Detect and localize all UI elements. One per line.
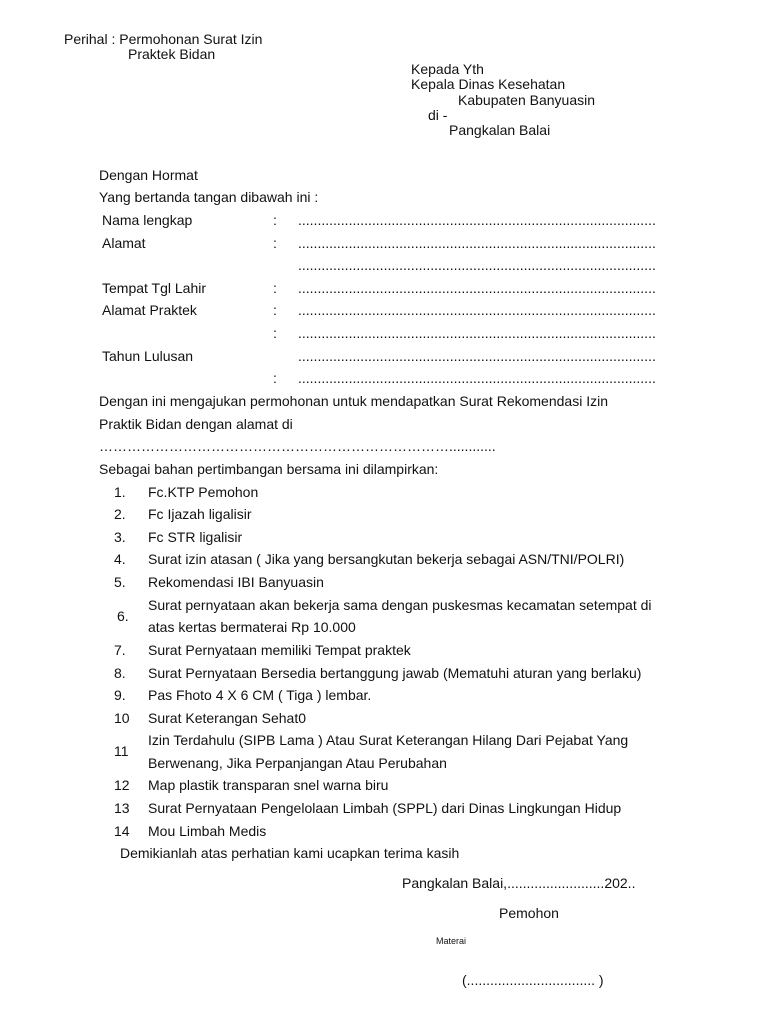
list-item: Fc STR ligalisir <box>148 529 243 545</box>
list-item: Izin Terdahulu (SIPB Lama ) Atau Surat Keterangan Hilang Dari Pejabat Yang <box>148 732 629 748</box>
request-line-2: Praktik Bidan dengan alamat di <box>99 416 293 432</box>
pemohon-label: Pemohon <box>499 905 559 921</box>
field-label-tempat-tgl-lahir: Tempat Tgl Lahir <box>102 280 207 296</box>
perihal-line-1: Perihal : Permohonan Surat Izin <box>64 31 263 47</box>
field-dots-alamat-2: ............................................................................................ <box>298 257 656 273</box>
list-item: Surat pernyataan akan bekerja sama dengan puskesmas kecamatan setempat di <box>148 597 652 613</box>
field-label-alamat: Alamat <box>102 235 146 251</box>
recipient-line-2: Kepala Dinas Kesehatan <box>411 76 566 92</box>
closing-thanks: Demikianlah atas perhatian kami ucapkan terima kasih <box>120 845 460 861</box>
field-colon: : <box>273 325 277 341</box>
list-item-number: 12 <box>114 777 130 793</box>
recipient-line-5: Pangkalan Balai <box>449 122 551 138</box>
field-dots-alamat: ............................................................................................ <box>298 235 656 251</box>
list-item: Map plastik transparan snel warna biru <box>148 777 389 793</box>
list-item-number: 9. <box>114 687 126 703</box>
list-item: Fc Ijazah ligalisir <box>148 506 252 522</box>
materai-label: Materai <box>436 936 467 946</box>
list-item: Fc.KTP Pemohon <box>148 484 259 500</box>
list-item-number: 10 <box>114 710 130 726</box>
list-item-number: 2. <box>114 506 126 522</box>
field-dots-nama: ............................................................................................ <box>298 212 656 228</box>
request-line-1: Dengan ini mengajukan permohonan untuk mendapatkan Surat Rekomendasi Izin <box>99 393 608 409</box>
list-item-number: 5. <box>114 574 126 590</box>
list-item-number: 11 <box>114 743 129 759</box>
field-dots-tahun-lulusan-2: ............................................................................................ <box>298 370 656 386</box>
place-date: Pangkalan Balai,.........................202.. <box>402 875 636 891</box>
list-item-continuation: Berwenang, Jika Perpanjangan Atau Perubahan <box>148 755 447 771</box>
field-colon: : <box>273 235 277 251</box>
list-item: Rekomendasi IBI Banyuasin <box>148 574 324 590</box>
recipient-line-3: Kabupaten Banyuasin <box>458 92 595 108</box>
attachments-intro: Sebagai bahan pertimbangan bersama ini dilampirkan: <box>99 461 439 477</box>
field-label-alamat-praktek: Alamat Praktek <box>102 302 197 318</box>
list-item: Surat Pernyataan Pengelolaan Limbah (SPPL) dari Dinas Lingkungan Hidup <box>148 800 622 816</box>
list-item-number: 14 <box>114 823 130 839</box>
field-dots-alamat-praktek-2: ............................................................................................ <box>298 325 656 341</box>
list-item-number: 7. <box>114 642 126 658</box>
field-dots-tempat-tgl-lahir: ............................................................................................ <box>298 280 656 296</box>
list-item: Surat izin atasan ( Jika yang bersangkutan bekerja sebagai ASN/TNI/POLRI) <box>148 551 625 567</box>
recipient-line-1: Kepada Yth <box>411 61 484 77</box>
list-item-number: 6. <box>117 608 129 624</box>
field-colon: : <box>273 370 277 386</box>
request-line-3: …………………………………………………………………............ <box>99 438 496 454</box>
field-colon: : <box>273 212 277 228</box>
list-item-number: 1. <box>114 484 126 500</box>
list-item: Surat Pernyataan memiliki Tempat praktek <box>148 642 411 658</box>
list-item: Surat Keterangan Sehat0 <box>148 710 307 726</box>
list-item-number: 13 <box>114 800 130 816</box>
list-item: Surat Pernyataan Bersedia bertanggung jawab (Mematuhi aturan yang berlaku) <box>148 665 642 681</box>
field-dots-tahun-lulusan: ............................................................................................ <box>298 348 656 364</box>
perihal-line-2: Praktek Bidan <box>128 46 216 62</box>
list-item-number: 3. <box>114 529 126 545</box>
field-colon: : <box>273 302 277 318</box>
list-item-continuation: atas kertas bermaterai Rp 10.000 <box>148 619 356 635</box>
intro-line: Yang bertanda tangan dibawah ini : <box>99 189 319 205</box>
list-item: Pas Fhoto 4 X 6 CM ( Tiga ) lembar. <box>148 687 372 703</box>
field-label-tahun-lulusan: Tahun Lulusan <box>102 348 194 364</box>
list-item-number: 8. <box>114 665 126 681</box>
signature-line: (................................. ) <box>462 972 604 988</box>
list-item: Mou Limbah Medis <box>148 823 267 839</box>
greeting: Dengan Hormat <box>99 167 198 183</box>
recipient-line-4: di - <box>428 107 448 123</box>
field-label-nama: Nama lengkap <box>102 212 193 228</box>
field-colon: : <box>273 280 277 296</box>
list-item-number: 4. <box>114 551 126 567</box>
field-dots-alamat-praktek: ............................................................................................ <box>298 302 656 318</box>
